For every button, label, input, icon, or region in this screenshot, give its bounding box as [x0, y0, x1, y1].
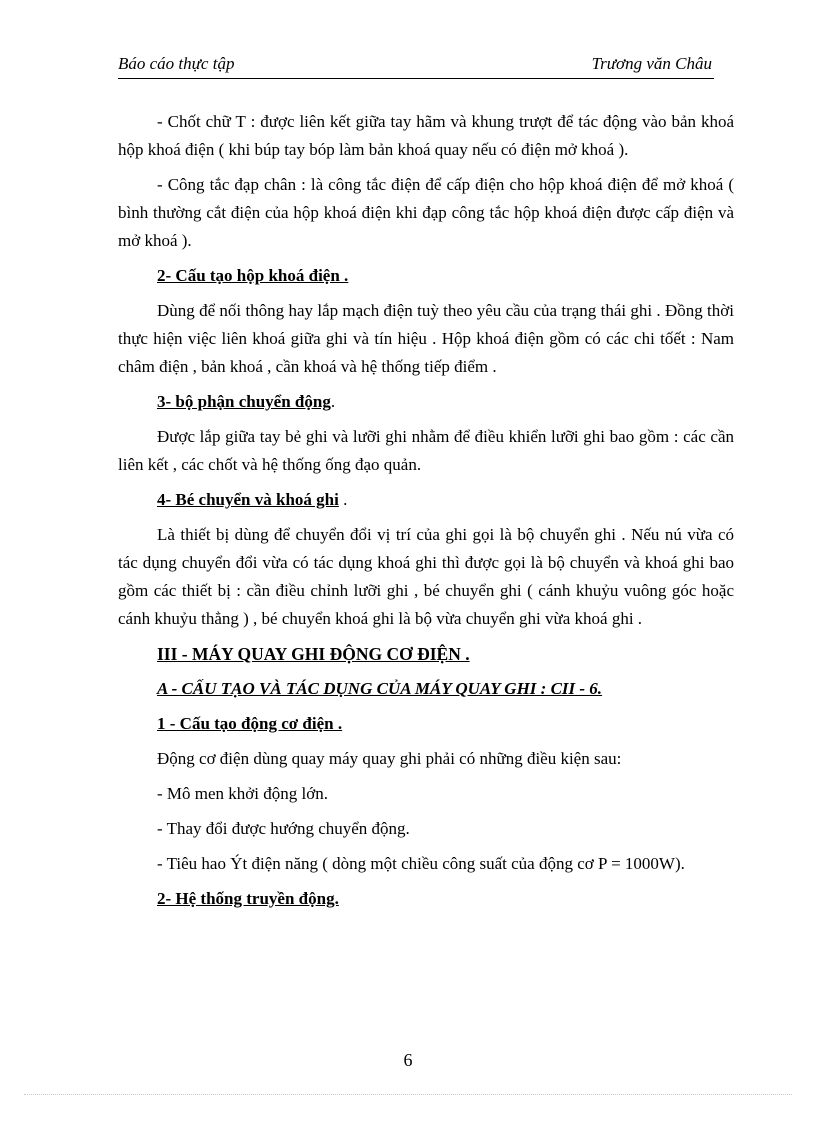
heading-moving-part: 3- bộ phận chuyển động. — [157, 392, 336, 411]
heading-section-A: A - CẤU TẠO VÀ TÁC DỤNG CỦA MÁY QUAY GHI : CII - 6. — [157, 679, 603, 698]
heading-motor-structure: 1 - Cấu tạo động cơ điện . — [157, 714, 343, 733]
paragraph-switch-and-lock: Là thiết bị dùng để chuyển đổi vị trí của ghi gọi là bộ chuyển ghi . Nếu nú vừa có tác dụng chuyển đổi vừa có tác dụng khoá ghi thì được gọi là bộ chuyển và khoá ghi bao gồm các thiết bị : cần điều chỉnh lưỡi ghi , bé chuyển ghi ( cánh khuỷu vuông góc hoặc cánh khuỷu thẳng ) , bé chuyển khoá ghi là bộ vừa chuyển ghi vừa khoá ghi . — [118, 525, 734, 628]
heading-transmission-system: 2- Hệ thống truyền động. — [157, 889, 339, 908]
paragraph-foot-switch: - Công tắc đạp chân : là công tắc điện để cấp điện cho hộp khoá điện để mở khoá ( bình thường cắt điện của hộp khoá điện khi đạp công tắc hộp khoá điện được cấp điện và mở khoá ). — [118, 175, 734, 250]
paragraph-electric-lock-box: Dùng để nối thông hay lắp mạch điện tuỳ theo yêu cầu của trạng thái ghi . Đồng thời thực hiện việc liên khoá giữa ghi và tín hiệu . Hộp khoá điện gồm có các chi tốết : Nam châm điện , bản khoá , cần khoá và hệ thống tiếp điểm . — [118, 301, 734, 376]
page-header — [118, 52, 714, 79]
paragraph-power-consumption: - Tiêu hao Ýt điện năng ( dòng một chiều công suất của động cơ P = 1000W). — [157, 854, 685, 873]
page-bottom-divider — [24, 1094, 792, 1095]
heading-section-III: III - MÁY QUAY GHI ĐỘNG CƠ ĐIỆN . — [157, 644, 470, 664]
page-body — [118, 108, 734, 920]
header-report-title: Báo cáo thực tập — [118, 54, 235, 73]
paragraph-t-pin: - Chốt chữ T : được liên kết giữa tay hãm và khung trượt để tác động vào bản khoá hộp khoá điện ( khi búp tay bóp làm bản khoá quay nếu có điện mở khoá ). — [118, 112, 734, 159]
paragraph-motor-conditions: Động cơ điện dùng quay máy quay ghi phải có những điều kiện sau: — [157, 749, 622, 768]
paragraph-moving-part: Được lắp giữa tay bẻ ghi và lưỡi ghi nhằm để điều khiển lưỡi ghi bao gồm : các cần liên kết , các chốt và hệ thống ống đạo quản. — [118, 427, 734, 474]
paragraph-starting-torque: - Mô men khởi động lớn. — [157, 784, 328, 803]
paragraph-direction-change: - Thay đổi được hướng chuyển động. — [157, 819, 410, 838]
header-author-name: Trương văn Châu — [591, 54, 712, 73]
page-number: 6 — [403, 1050, 413, 1070]
heading-switch-and-lock: 4- Bé chuyển và khoá ghi . — [157, 490, 348, 509]
heading-electric-lock-box: 2- Cấu tạo hộp khoá điện . — [157, 266, 349, 285]
